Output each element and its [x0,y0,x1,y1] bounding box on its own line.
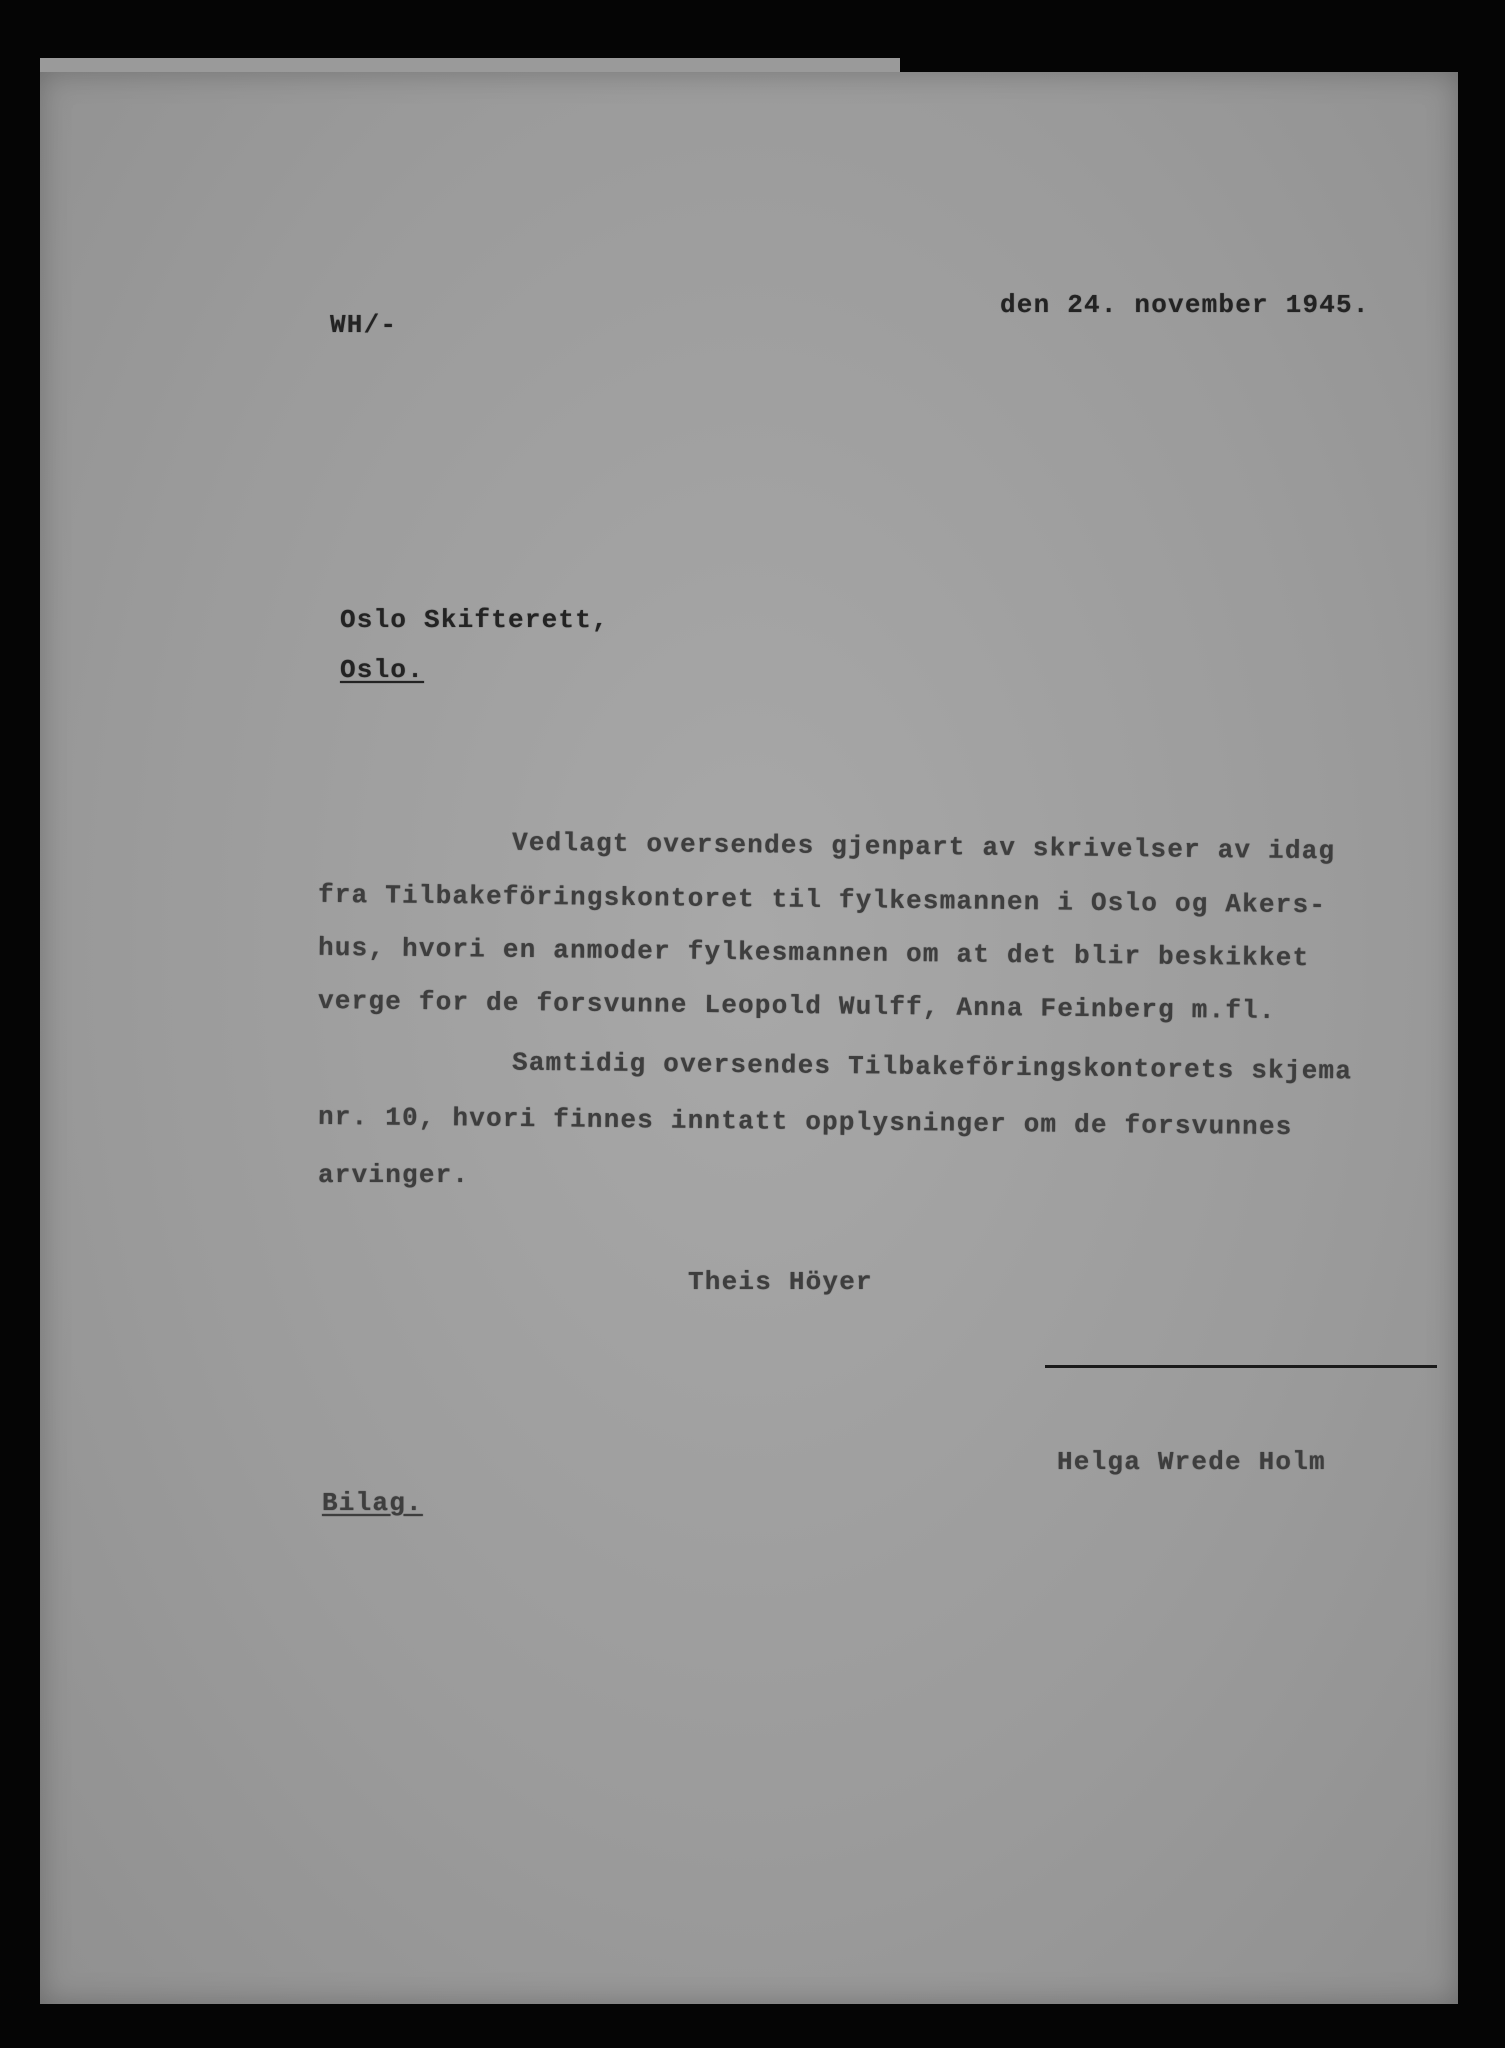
signature-right: Helga Wrede Holm [1057,1447,1326,1477]
recipient-name: Oslo Skifterett, [340,605,609,635]
body-line-1: Vedlagt oversendes gjenpart av skrivelser av idag [511,827,1336,867]
enclosure-label: Bilag. [322,1488,423,1518]
reference-code: WH/- [330,310,398,340]
body-line-5: Samtidig oversendes Tilbakeföringskontorets skjema [511,1047,1353,1087]
recipient-city: Oslo. [340,655,425,685]
signature-left: Theis Höyer [688,1267,873,1297]
letter-date: den 24. november 1945. [1000,290,1370,320]
body-line-7: arvinger. [318,1160,470,1190]
body-line-2: fra Tilbakeföringskontoret til fylkesmannen i Oslo og Akers- [317,879,1327,921]
signature-line [1045,1365,1437,1368]
document-page [40,72,1458,2004]
body-line-4: verge for de forsvunne Leopold Wulff, Anna Feinberg m.fl. [317,985,1276,1027]
body-line-6: nr. 10, hvori finnes inntatt opplysninger om de forsvunnes [317,1101,1293,1143]
body-line-3: hus, hvori en anmoder fylkesmannen om at det blir beskikket [317,932,1310,974]
